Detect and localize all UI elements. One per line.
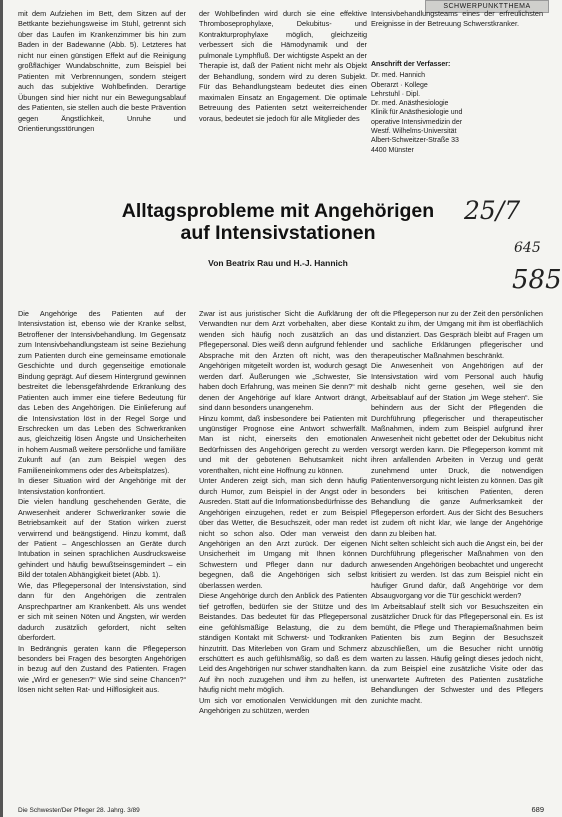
byline: Von Beatrix Rau und H.-J. Hannich: [208, 258, 348, 268]
page-number: 689: [531, 805, 544, 814]
article-title-line-1: Alltagsprobleme mit Angehörigen: [121, 200, 435, 222]
address-line: Albert-Schweitzer-Straße 33: [371, 137, 459, 145]
handwritten-note: 25/7: [464, 196, 521, 225]
section-tag: SCHWERPUNKTTHEMA: [425, 0, 549, 13]
address-heading: Anschrift der Verfasser:: [371, 61, 451, 68]
top-column-3: Intensivbehandlungsteams eines der erfreulichsten Ereignisse in der Betreuung Schwerstkranker.: [371, 9, 543, 29]
address-line: 4400 Münster: [371, 146, 414, 154]
address-line: operative Intensivmedizin der: [371, 118, 463, 126]
body-column-3: oft die Pflegeperson nur zu der Zeit den persönlichen Kontakt zu ihm, der Umgang mit ihm ist oberflächlich und distanziert. Das Gespräch bleibt auf Fragen um und sachliche Erklärungen pflegerischer und therapeutischer Maßnahmen beschränkt. Die Anwesenheit von Angehörigen auf der Intensivstation wird vom Personal auch häufig deshalb nicht gerne gesehen, weil sie den Arbeitsablauf auf der Station „im Wege stehen“. Sie behindern aus der Sicht der Pflegenden die Durchführung pflegerischer und therapeutischer Maßnahmen, indem zum Beispiel aufgrund ihrer Anwesenheit nicht gebettet oder der Dekubitus nicht versorgt werden kann. Die Pflegeperson kommt mit ihren anfallenden Arbeiten in Verzug und gerät zunehmend unter Druck, die notwendigen Patientenversorgung nicht leisten zu können. Das gilt besonders bei kritischen Patienten, deren Behandlung die ganze Aufmerksamkeit der Pflegeperson erfordert. Aus der Sicht des Besuchers ist zudem oft nicht klar, wie lange der Angehörige dann zu bleiben hat. Nicht selten schleicht sich auch die Angst ein, bei der Durchführung pflegerischer Maßnahmen von den anwesenden Angehörigen beobachtet und ungerecht kritisiert zu werden. Ist das zum Beispiel nicht ein häufiger Grund dafür, daß Angehörige vor dem Absaugvorgang vor die Tür geschickt werden? Im Arbeitsablauf stellt sich vor Besuchszeiten ein zusätzlicher Druck für das Pflegepersonal ein. Es ist bemüht, die Pflege und Therapiemaßnahmen beim Patienten bis zum Beginn der Besuchszeit abzuschließen, um die Besucher nicht unnötig warten zu lassen. Häufig gelingt dieses jedoch nicht, da zum Beispiel eine zusätzliche Visite oder das unerwartete Auftreten des Patienten zusätzliche Behandlungen der Schwester und des Pflegers zunichte macht.: [371, 309, 543, 705]
handwritten-note: 585: [512, 265, 562, 295]
author-address: [371, 60, 543, 155]
address-line: Lehrstuhl · Dipl.: [371, 90, 421, 98]
top-column-2: der Wohlbefinden wird durch sie eine effektive Thromboseprophylaxe, Dekubitus- und Kontrakturprophylaxe möglich, gleichzeitig verbessert sich die Hämodynamik und der pulmonale Lymphfluß. Der wichtigste Aspekt an der Therapie ist, daß der Patient nicht mehr als Objekt der Behandlung, sondern wird zu deren Subjekt. Für das Behandlungsteam bedeutet dies einen maximalen Einsatz an Engagement. Die optimale Betreuung des Patienten setzt weiterreichender voraus, bedeutet sie jedoch für alle Mitglieder des: [199, 9, 367, 123]
article-title-line-2: auf Intensivstationen: [180, 222, 376, 244]
address-line: Westf. Wilhelms-Universität: [371, 128, 457, 136]
body-column-1: Die Angehörige des Patienten auf der Intensivstation ist, ebenso wie der Kranke selbst, Betroffener der Intensivbehandlung. Im Gegensatz zum Intensivbehandlungsteam ist seine Beziehung zum Patienten durch eine gemeinsame emotionale Geschichte und durch gegenseitige emotionale Bindung geprägt. Auf diesem Hintergrund gewinnen bestreitet die lebensgefährdende Erkrankung des Patienten auch immer eine tiefere Bedeutung für das Leben des Angehörigen. Die Einlieferung auf die Intensivstation löst in der Regel Sorge und Erschrecken um das Leben des Schwerkranken aus, gleichzeitig lösen Ängste und Unsicherheiten in hohem Ausmaß weitere persönliche und familiäre Zukunft auf (an zum Beispiel wegen des Familieneinkommens oder des Arbeitsplatzes). In dieser Situation wird der Angehörige mit der Intensivstation konfrontiert. Die vielen handlung geschehenden Geräte, die Anwesenheit anderer Schwerkranker sowie die Betriebsamkeit auf der Station wirken zuerst verwirrend und beängstigend. Hinzu kommt, daß der Patient – Angeschlossen an Geräte durch Intubation in seinen sprachlichen Ausdrucksweise gehindert und häufig bewußtseinsgemindert – ein Bild der totalen Abhängigkeit bietet (Abb. 1). Wie, das Pflegepersonal der Intensivstation, sind dann für den Angehörigen die zentralen Ansprechpartner am Krankenbett. Als uns wendet er sich mit seinen Nöten und Ängsten, wir werden dadurch zusätzlich gefordert, nicht selten überfordert. In Bedrängnis geraten kann die Pflegeperson besonders bei Fragen des besorgten Angehörigen in bezug auf den Zustand des Patienten. Fragen wie „Wird er genesen?“ Wie sind seine Chancen?“ lösen nicht selten Rat- und Hilflosigkeit aus.: [18, 309, 186, 695]
top-column-1: mit dem Aufziehen im Bett, dem Sitzen auf der Bettkante beziehungsweise im Stuhl, getrennt sich über das Laufen im Krankenzimmer bis hin zum Baden in der Badewanne (Abb. 5). Letzteres hat nicht nur einen günstigen Effekt auf die Reinigung großflächiger Wundabschnitte, zum Beispiel bei Patienten mit Verbrennungen, sondern steigert auch das subjektive Wohlbefinden. Derartige Übungen sind hier nicht nur ein Bewegungsablauf des Patienten, sie stellen auch die beste Prävention gegen Ängstlichkeit, Unruhe und Orientierungsstörungen: [18, 9, 186, 133]
body-column-2: Zwar ist aus juristischer Sicht die Aufklärung der Verwandten nur dem Arzt vorbehalten, aber diese wenden sich häufig noch zusätzlich an das Pflegepersonal. Dies weiß denn aufgrund fehlender Absprache mit den Ärzten oft nicht, was den Angehörigen mitgeteilt worden ist, wodurch gesagt werden darf. Äußerungen wie „Schwester, Sie haben doch Erfahrung, was meinen Sie denn?“ mit denen der Angehörige auf klare Antwort drängt, sind dann besonders unangenehm. Hinzu kommt, daß insbesondere bei Patienten mit ungünstiger Prognose eine Antwort schwerfällt. Man ist nicht, einerseits den emotionalen Bedürfnissen des Angehörigen gerecht zu werden und mit der gebotenen Behutsamkeit nicht vorenthalten, nicht eine Hoffnung zu können. Unter Anderen zeigt sich, man sich denn häufig durch Humor, zum Beispiel in der Angst oder in Ausreden. Statt auf die Informationsbedürfnisse des Angehörigen einzugehen, redet er zum Beispiel über das Wetter, die Besuchszeit, oder man redet nicht so schon also. Oder man verweist den Angehörigen an den Arzt zurück. Der eigenen Unsicherheit im Umgang mit Ihnen können Schwestern und Pfleger dann nur dadurch begegnen, daß die Angehörigen sich selbst überlassen werden. Diese Angehörige durch den Anblick des Patienten tief getroffen, bedürfen sie der Stütze und des Beistandes. Das bedeutet für das Pflegepersonal eine gefühlsmäßige Belastung, die zu dem ständigen Kontakt mit Schwerst- und Todkranken hinzutritt. Das Miterleben von Gram und Schmerz erschüttert es auch gefühlsmäßig, so daß es dem Leid des Angehörigen nur schwer standhalten kann. Auf ihn noch zuzugehen und ihm zu helfen, ist häufig nicht mehr möglich. Um sich vor emotionalen Verwicklungen mit den Angehörigen zu schützen, werden: [199, 309, 367, 716]
address-line: Dr. med. Anästhesiologie: [371, 100, 449, 108]
address-line: Dr. med. Hannich: [371, 72, 426, 80]
address-line: Oberarzt · Kollege: [371, 81, 428, 89]
address-line: Klinik für Anästhesiologie und: [371, 109, 463, 117]
handwritten-note: 645: [514, 240, 541, 256]
journal-footer: Die Schwester/Der Pfleger 28. Jahrg. 3/89: [18, 807, 140, 814]
scan-edge: [0, 0, 3, 817]
